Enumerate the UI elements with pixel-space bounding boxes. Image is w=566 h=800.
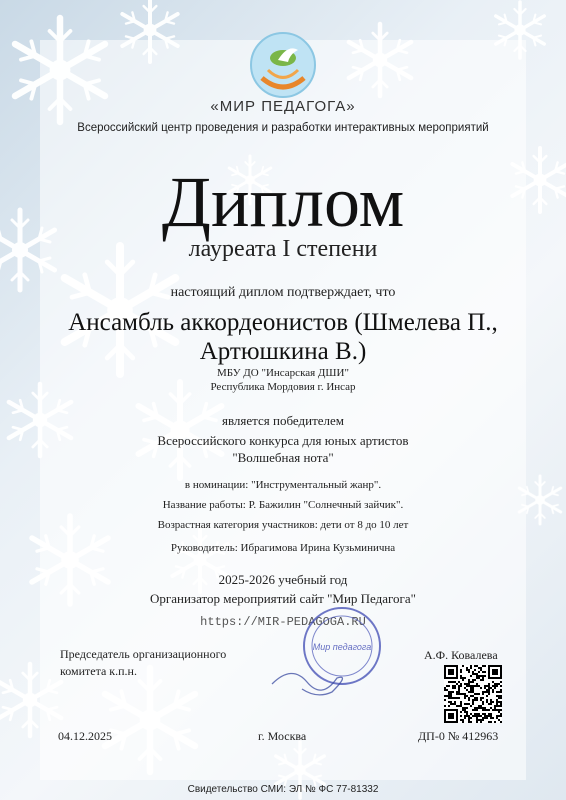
recipient-line-2: Артюшкина В.) [199, 338, 367, 365]
confirms-text: настоящий диплом подтверждает, что [170, 285, 396, 300]
contest-name [0, 432, 566, 466]
recipient-line-1: Ансамбль аккордеонистов (Шмелева П., [68, 309, 498, 336]
organizer: Организатор мероприятий сайт "Мир Педагога" [150, 591, 416, 606]
diploma-title: Диплом [161, 162, 405, 242]
chair-title-line-2: комитета к.п.н. [60, 664, 137, 678]
mir-pedagoga-logo-icon [248, 30, 318, 100]
organization-name: «МИР ПЕДАГОГА» [210, 98, 356, 115]
recipient-name [0, 308, 566, 366]
chair-name: А.Ф. Ковалева [424, 648, 498, 662]
site-url: https://MIR-PEDAGOGA.RU [200, 615, 366, 629]
academic-year: 2025-2026 учебный год [218, 572, 348, 587]
work-title: Название работы: Р. Бажилин "Солнечный зайчик". [162, 499, 404, 511]
qr-code-icon [444, 665, 502, 723]
city: г. Москва [258, 729, 307, 743]
diploma-degree: лауреата I степени [188, 236, 378, 262]
chair-title-line-1: Председатель организационного [60, 647, 227, 661]
winner-text: является победителем [221, 413, 345, 428]
issue-date: 04.12.2025 [58, 729, 112, 743]
contest-line-1: Всероссийского конкурса для юных артистов [157, 433, 409, 448]
diploma-number: ДП-0 № 412963 [418, 729, 499, 743]
age-category: Возрастная категория участников: дети от 8 до 10 лет [157, 519, 409, 531]
nomination: в номинации: "Инструментальный жанр". [184, 479, 382, 491]
organization-subtitle: Всероссийский центр проведения и разработки интерактивных мероприятий [77, 122, 489, 134]
stamp-label: Мир педагога [312, 642, 372, 652]
school-name: МБУ ДО "Инсарская ДШИ" [217, 367, 349, 379]
school-location: Республика Мордовия г. Инсар [210, 381, 356, 393]
supervisor: Руководитель: Ибрагимова Ирина Кузьминична [170, 542, 396, 554]
stamp-icon [262, 604, 402, 704]
contest-line-2: "Волшебная нота" [232, 450, 334, 465]
chair-title [60, 646, 226, 680]
school-info [0, 366, 566, 394]
media-certificate: Свидетельство СМИ: ЭЛ № ФС 77-81332 [187, 784, 379, 795]
